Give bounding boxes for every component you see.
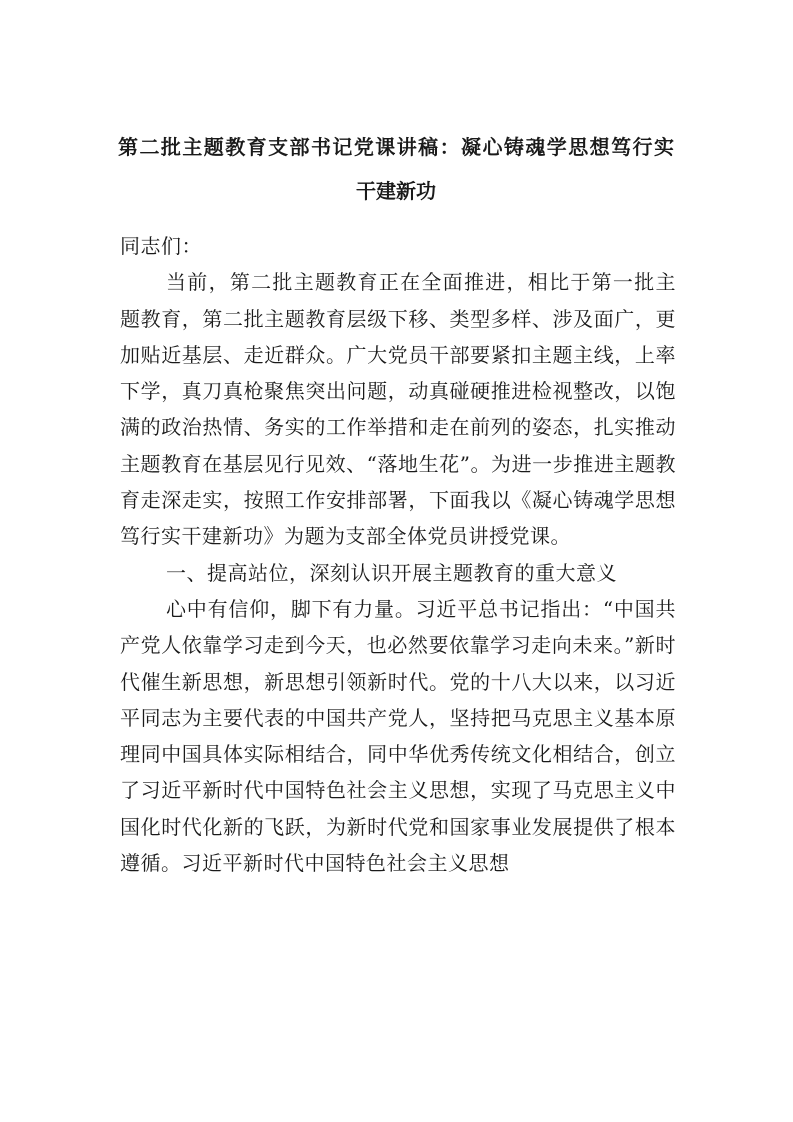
document-body	[120, 228, 676, 881]
paragraph-intro: 当前，第二批主题教育正在全面推进，相比于第一批主题教育，第二批主题教育层级下移、类型多样、涉及面广，更加贴近基层、走近群众。广大党员干部要紧扣主题主线，上率下学，真刀真枪聚焦突出问题，动真碰硬推进检视整改，以饱满的政治热情、务实的工作举措和走在前列的姿态，扎实推动主题教育在基层见行见效、“落地生花”。为进一步推进主题教育走深走实，按照工作安排部署，下面我以《凝心铸魂学思想笃行实干建新功》为题为支部全体党员讲授党课。	[120, 270, 676, 549]
section-heading-1: 一、提高站位，深刻认识开展主题教育的重大意义	[166, 560, 617, 585]
document-title-line-2: 干建新功	[356, 179, 436, 203]
document-title-line-1: 第二批主题教育支部书记党课讲稿：凝心铸魂学思想笃行实	[118, 135, 674, 159]
paragraph-section-1: 心中有信仰，脚下有力量。习近平总书记指出：“中国共产党人依靠学习走到今天，也必然要依靠学习走向未来。”新时代催生新思想，新思想引领新时代。党的十八大以来，以习近平同志为主要代表的中国共产党人，坚持把马克思主义基本原理同中国具体实际相结合，同中华优秀传统文化相结合，创立了习近平新时代中国特色社会主义思想，实现了马克思主义中国化时代化新的飞跃，为新时代党和国家事业发展提供了根本遵循。习近平新时代中国特色社会主义思想	[120, 596, 676, 876]
salutation: 同志们：	[120, 234, 202, 258]
